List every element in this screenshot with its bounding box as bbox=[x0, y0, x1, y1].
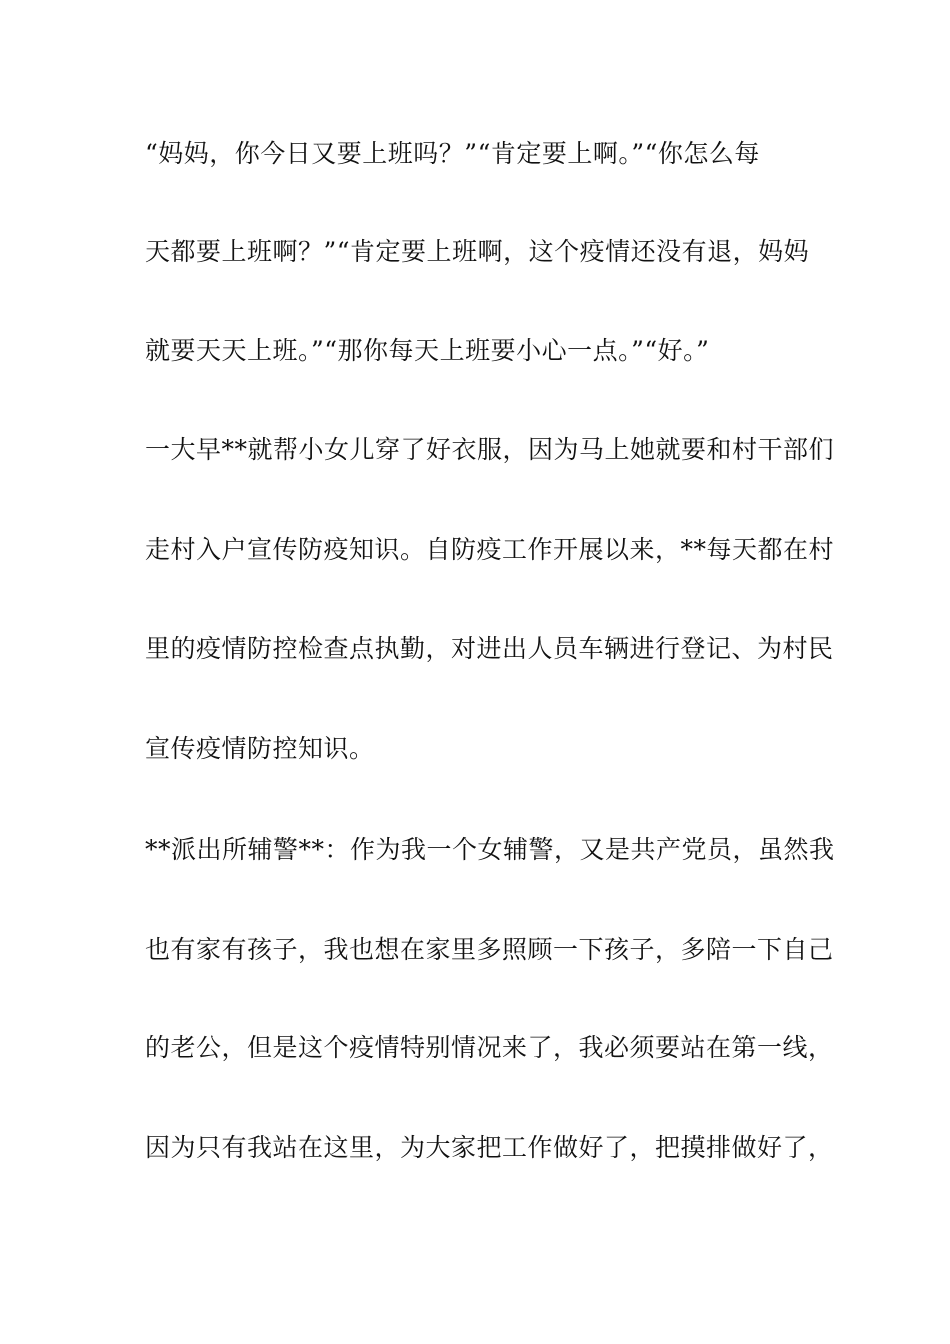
text-line-2: 天都要上班啊？”“肯定要上班啊，这个疫情还没有退，妈妈 bbox=[145, 237, 810, 266]
text-line-4: 一大早**就帮小女儿穿了好衣服，因为马上她就要和村干部们 bbox=[145, 435, 835, 464]
text-line-7: 宣传疫情防控知识。 bbox=[145, 734, 375, 763]
text-line-3: 就要天天上班。”“那你每天上班要小心一点。”“好。” bbox=[145, 336, 710, 365]
text-line-8: **派出所辅警**：作为我一个女辅警，又是共产党员，虽然我 bbox=[145, 835, 835, 864]
text-line-9: 也有家有孩子，我也想在家里多照顾一下孩子，多陪一下自己 bbox=[145, 935, 834, 964]
text-line-6: 里的疫情防控检查点执勤，对进出人员车辆进行登记、为村民 bbox=[145, 634, 834, 663]
text-line-1: “妈妈，你今日又要上班吗？”“肯定要上啊。”“你怎么每 bbox=[145, 139, 760, 168]
text-line-10: 的老公，但是这个疫情特别情况来了，我必须要站在第一线， bbox=[145, 1033, 834, 1062]
text-line-11: 因为只有我站在这里，为大家把工作做好了，把摸排做好了， bbox=[145, 1133, 834, 1162]
text-line-5: 走村入户宣传防疫知识。自防疫工作开展以来，**每天都在村 bbox=[145, 535, 835, 564]
